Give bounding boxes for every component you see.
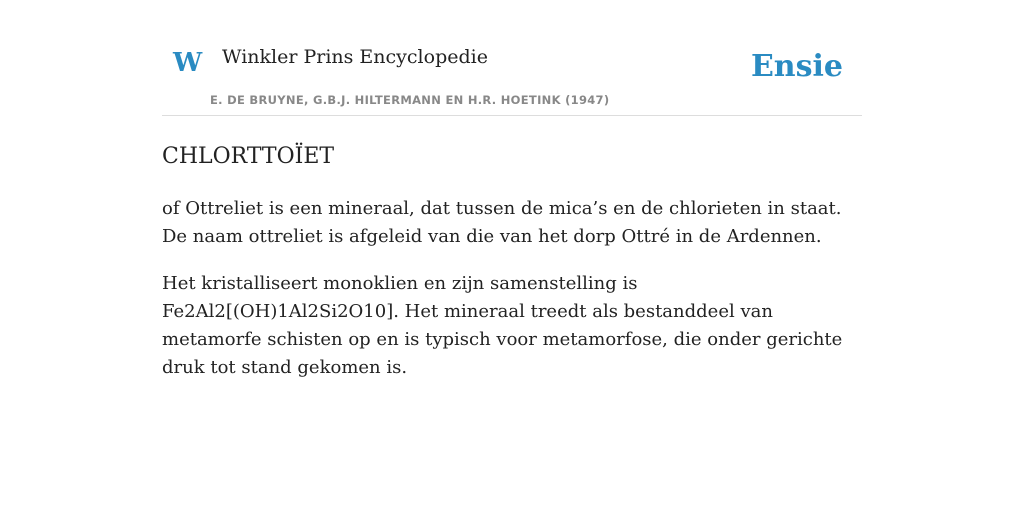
ensie-brand-link[interactable]: Ensie (750, 49, 843, 84)
article-paragraph: of Ottreliet is een mineraal, dat tussen de mica’s en de chlorieten in staat. De naam ottreliet is afgeleid van die van het dorp Ottré in de Ardennen. (162, 198, 842, 248)
page (162, 0, 862, 382)
source-authors: E. DE BRUYNE, G.B.J. HILTERMANN EN H.R. HOETINK (1947) (210, 93, 610, 107)
article-paragraph: Het kristalliseert monoklien en zijn samenstelling is Fe2Al2[(OH)1Al2Si2O10]. Het mineraal treedt als bestanddeel van metamorfe schisten op en is typisch voor metamorfose, die onder gerichte druk tot stand gekomen is. (162, 273, 843, 379)
source-title-link[interactable]: Winkler Prins Encyclopedie (222, 46, 488, 68)
article-title: CHLORTTOÏET (162, 144, 335, 169)
source-logo[interactable]: W (173, 48, 203, 78)
source-header (162, 0, 862, 116)
